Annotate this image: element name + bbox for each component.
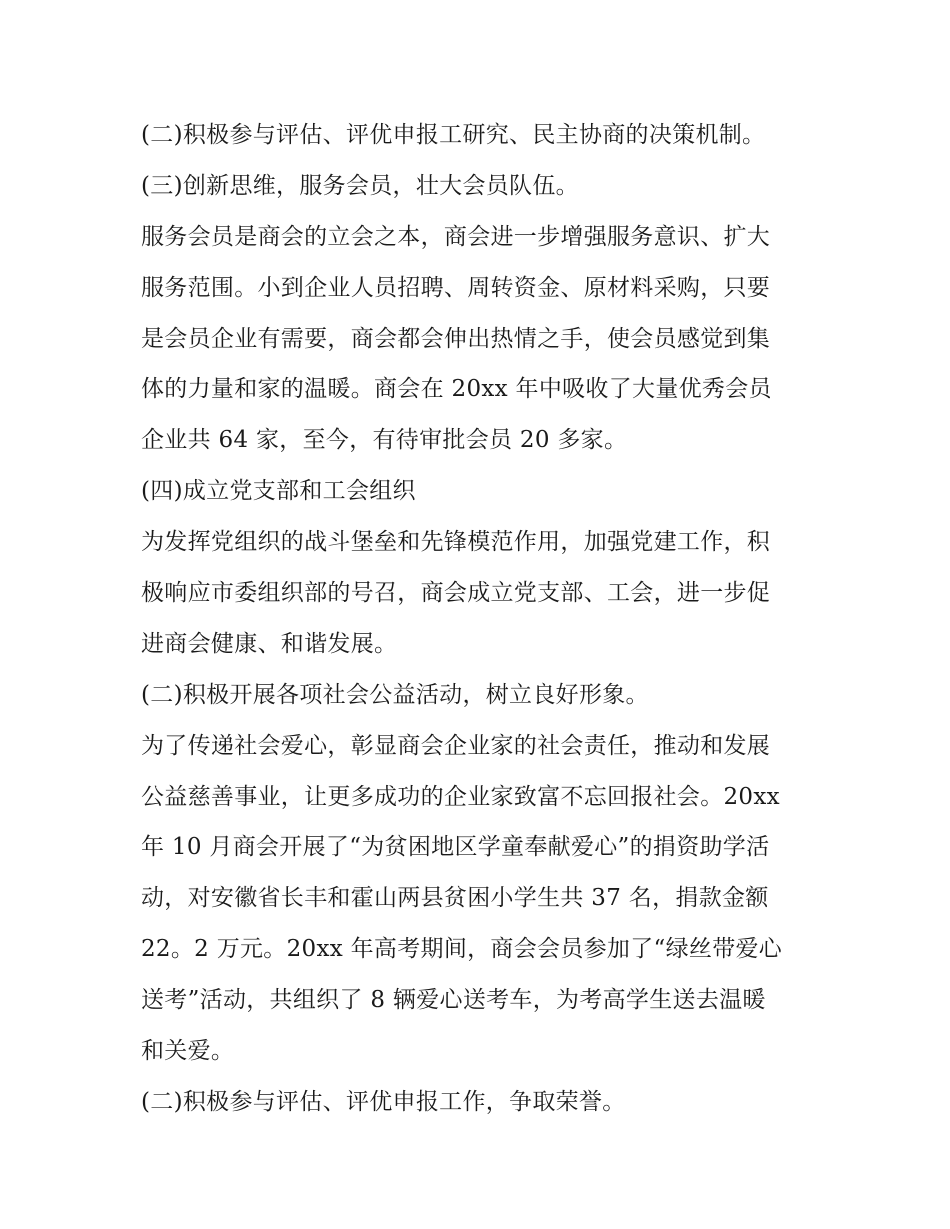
paragraph-line: 体的力量和家的温暖。商会在 20xx 年中吸收了大量优秀会员 <box>141 376 772 403</box>
heading-line: (四)成立党支部和工会组织 <box>141 478 416 505</box>
heading-line: (二)积极参与评估、评优申报工研究、民主协商的决策机制。 <box>141 122 766 148</box>
paragraph-line: 送考”活动，共组织了 8 辆爱心送考车，为考高学生送去温暖 <box>141 987 766 1014</box>
heading-line: (二)积极参与评估、评优申报工作，争取荣誉。 <box>141 1088 626 1115</box>
paragraph-line: 为发挥党组织的战斗堡垒和先锋模范作用，加强党建工作，积 <box>141 529 771 556</box>
paragraph-line: 进商会健康、和谐发展。 <box>141 630 398 657</box>
heading-line: (三)创新思维，服务会员，壮大会员队伍。 <box>141 172 579 199</box>
paragraph-line: 服务范围。小到企业人员招聘、周转资金、原材料采购，只要 <box>141 274 771 301</box>
paragraph-line: 企业共 64 家，至今，有待审批会员 20 多家。 <box>141 427 628 454</box>
paragraph-line: 是会员企业有需要，商会都会伸出热情之手，使会员感觉到集 <box>141 325 771 352</box>
paragraph-line: 22。2 万元。20xx 年高考期间，商会会员参加了“绿丝带爱心 <box>141 936 783 963</box>
paragraph-line: 服务会员是商会的立会之本，商会进一步增强服务意识、扩大 <box>141 223 771 250</box>
paragraph-line: 动，对安徽省长丰和霍山两县贫困小学生共 37 名，捐款金额 <box>141 885 769 912</box>
paragraph-line: 极响应市委组织部的号召，商会成立党支部、工会，进一步促 <box>141 580 771 607</box>
heading-line: (二)积极开展各项社会公益活动，树立良好形象。 <box>141 681 649 708</box>
paragraph-line: 为了传递社会爱心，彰显商会企业家的社会责任，推动和发展 <box>141 732 771 759</box>
paragraph-line: 公益慈善事业，让更多成功的企业家致富不忘回报社会。20xx <box>141 783 780 810</box>
paragraph-line: 和关爱。 <box>141 1038 235 1065</box>
paragraph-line: 年 10 月商会开展了“为贫困地区学童奉献爱心”的捐资助学活 <box>141 834 770 861</box>
